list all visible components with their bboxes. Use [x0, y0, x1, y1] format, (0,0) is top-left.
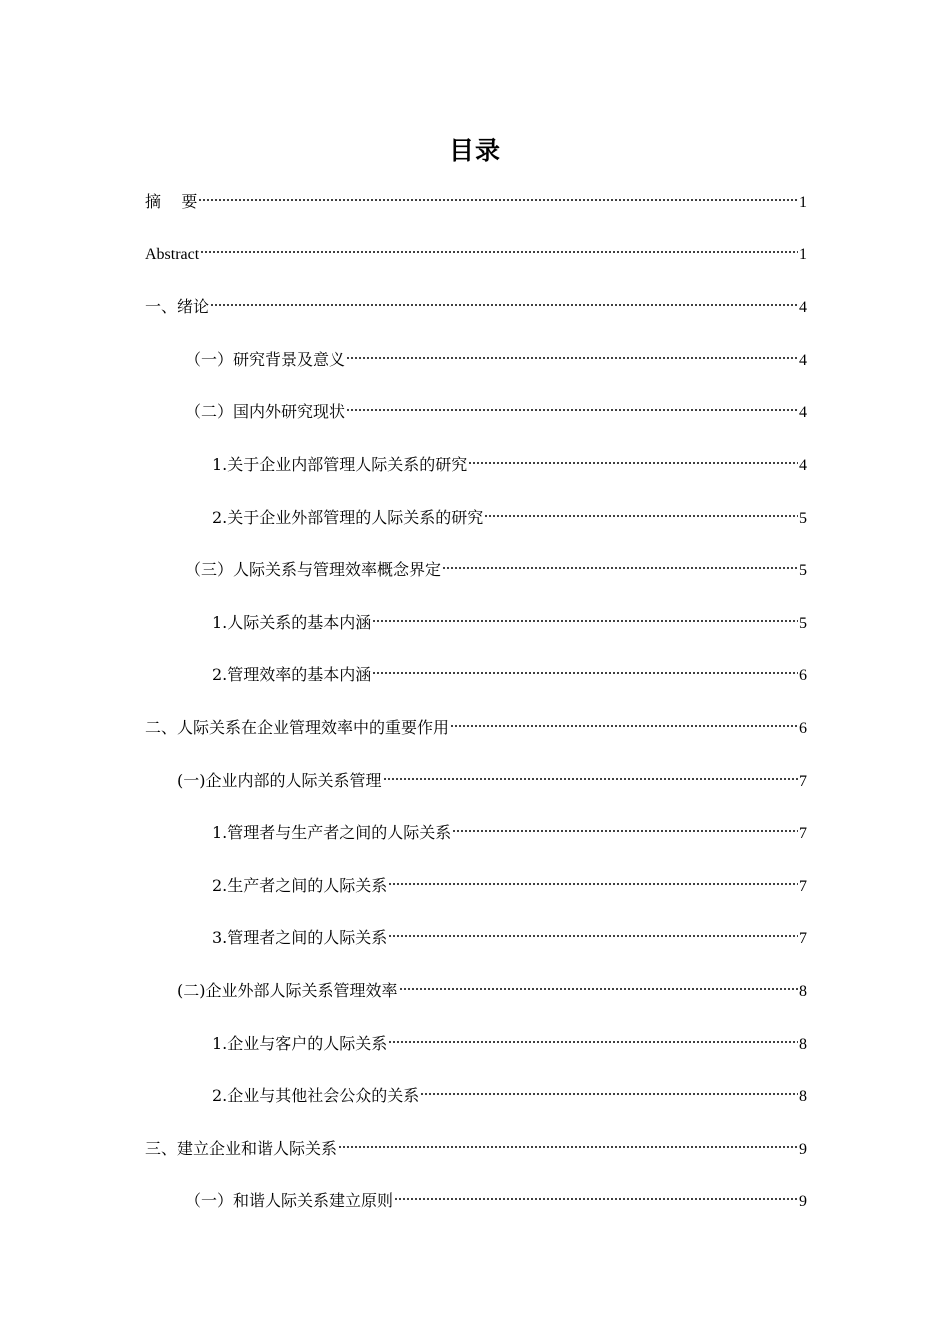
toc-page-number: 4	[799, 299, 807, 317]
toc-entry-label: 1.管理者与生产者之间的人际关系	[212, 823, 452, 843]
toc-page-number: 7	[799, 772, 807, 790]
toc-page-number: 8	[799, 1088, 807, 1106]
toc-page-number: 7	[799, 930, 807, 948]
toc-leader-dots	[394, 1197, 798, 1201]
toc-entry-label: 一、绪论	[145, 297, 210, 317]
toc-leader-dots	[450, 724, 798, 728]
toc-entry-chapter-1[interactable]	[145, 292, 807, 345]
toc-entry-abstract-en[interactable]	[145, 240, 807, 293]
toc-title: 目录	[448, 136, 501, 165]
toc-entry-label: （三）人际关系与管理效率概念界定	[185, 560, 442, 580]
toc-leader-dots	[388, 882, 798, 886]
toc-entry-chapter-2[interactable]	[145, 713, 807, 766]
toc-entry-subsection-2-2-2[interactable]	[145, 1081, 807, 1134]
toc-page-number: 4	[799, 456, 807, 474]
toc-entry-subsection-1-3-2[interactable]	[145, 660, 807, 713]
toc-entry-subsection-2-1-1[interactable]	[145, 818, 807, 871]
toc-entry-subsection-2-2-1[interactable]	[145, 1029, 807, 1082]
toc-entry-chapter-3[interactable]	[145, 1134, 807, 1187]
toc-entry-label: 1.关于企业内部管理人际关系的研究	[212, 454, 468, 474]
toc-entry-label: （一）研究背景及意义	[185, 349, 346, 369]
toc-leader-dots	[420, 1092, 798, 1096]
toc-entry-section-2-2[interactable]	[145, 976, 807, 1029]
toc-entry-abstract-cn[interactable]	[145, 187, 807, 240]
toc-page-number: 7	[799, 877, 807, 895]
toc-page-number: 4	[799, 404, 807, 422]
toc-leader-dots	[346, 356, 798, 360]
toc-page-number: 5	[799, 509, 807, 527]
toc-page-number: 1	[799, 194, 807, 211]
toc-entry-label: (二)企业外部人际关系管理效率	[177, 980, 398, 1000]
toc-entry-label: Abstract	[145, 245, 200, 263]
toc-entry-label: 1.人际关系的基本内涵	[212, 612, 372, 632]
toc-leader-dots	[372, 619, 798, 623]
toc-leader-dots	[210, 303, 798, 307]
toc-page-number: 5	[799, 562, 807, 580]
toc-leader-dots	[383, 777, 799, 781]
toc-entry-subsection-2-1-2[interactable]	[145, 871, 807, 924]
toc-leader-dots	[372, 671, 798, 675]
toc-entry-label: 摘 要	[145, 192, 198, 211]
toc-entry-section-1-1[interactable]	[145, 345, 807, 398]
toc-entry-subsection-2-1-3[interactable]	[145, 923, 807, 976]
toc-page-number: 8	[799, 982, 807, 1000]
toc-page-number: 1	[799, 245, 807, 263]
toc-page-number: 6	[799, 719, 807, 737]
toc-entry-subsection-1-2-1[interactable]	[145, 450, 807, 503]
toc-leader-dots	[442, 566, 798, 570]
toc-leader-dots	[198, 198, 798, 202]
toc-page-number: 8	[799, 1035, 807, 1053]
toc-leader-dots	[200, 250, 798, 254]
toc-entry-label: 2.管理效率的基本内涵	[212, 665, 372, 685]
toc-leader-dots	[388, 1040, 798, 1044]
toc-leader-dots	[484, 514, 798, 518]
toc-entry-label: （二）国内外研究现状	[185, 402, 346, 422]
toc-entry-label: （一）和谐人际关系建立原则	[185, 1191, 394, 1211]
toc-leader-dots	[399, 987, 799, 991]
toc-entry-section-1-2[interactable]	[145, 397, 807, 450]
toc-leader-dots	[346, 408, 798, 412]
toc-leader-dots	[468, 461, 798, 465]
toc-list	[145, 187, 807, 1239]
toc-entry-label: 2.企业与其他社会公众的关系	[212, 1086, 420, 1106]
toc-page-number: 7	[799, 825, 807, 843]
toc-page-number: 9	[799, 1140, 807, 1158]
toc-entry-section-2-1[interactable]	[145, 766, 807, 819]
toc-entry-section-3-1[interactable]	[145, 1186, 807, 1239]
toc-page-number: 9	[799, 1193, 807, 1211]
toc-page-number: 6	[799, 667, 807, 685]
toc-leader-dots	[452, 829, 798, 833]
toc-leader-dots	[388, 934, 798, 938]
toc-entry-subsection-1-2-2[interactable]	[145, 503, 807, 556]
toc-page-number: 4	[799, 351, 807, 369]
toc-leader-dots	[338, 1145, 798, 1149]
toc-entry-label: 2.关于企业外部管理的人际关系的研究	[212, 507, 484, 527]
toc-entry-label: 三、建立企业和谐人际关系	[145, 1138, 338, 1158]
toc-entry-label: (一)企业内部的人际关系管理	[177, 770, 382, 790]
toc-entry-label: 2.生产者之间的人际关系	[212, 875, 388, 895]
toc-entry-section-1-3[interactable]	[145, 555, 807, 608]
toc-entry-label: 1.企业与客户的人际关系	[212, 1033, 388, 1053]
toc-entry-label: 二、人际关系在企业管理效率中的重要作用	[145, 717, 450, 737]
toc-entry-label: 3.管理者之间的人际关系	[212, 928, 388, 948]
toc-entry-subsection-1-3-1[interactable]	[145, 608, 807, 661]
toc-page-number: 5	[799, 614, 807, 632]
